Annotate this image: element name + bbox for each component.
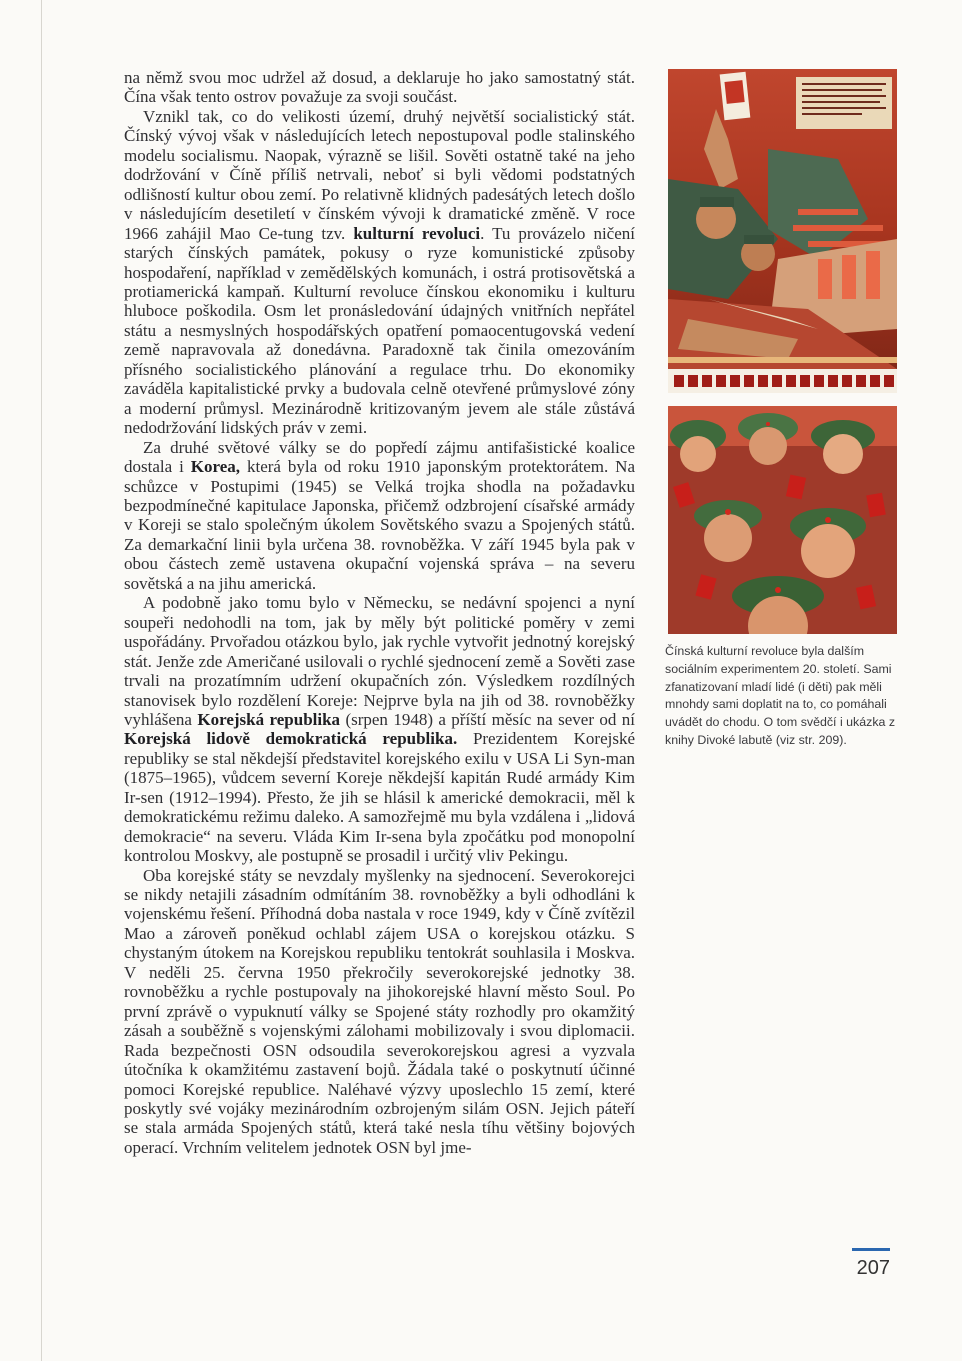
bold-term: Korejská republika bbox=[197, 709, 341, 729]
figure-caption: Čínská kulturní revoluce byla dalším sociálním experimentem 20. století. Sami zfanatizovaní mladí lidé (i děti) pak měli mnohdy sami doplatit na to, co pomáhali uvádět do chodu. O tom svědčí i ukázka z knihy Divoké labutě (viz str. 209). bbox=[665, 644, 896, 747]
text-run: (srpen 1948) a příští měsíc na sever od ní bbox=[340, 709, 635, 729]
paragraph bbox=[124, 593, 635, 865]
red-guards-photo-image bbox=[668, 406, 897, 634]
text-run: . Tu provázelo ničení starých čínských památek, pokusy o ryze komunistické způsoby hospodaření, například v zemědělských komunách, i ostrá protisovětská a protiamerická kampaň. Kulturní revoluce čínskou ekonomiku i kulturu hluboce poškodila. Osm let pronásledování údajných vnitřních nepřátel státu a nesmyslných hospodářských opatření pomaocentugovská vedení země napravovala až donedávna. Paradoxně tak činila omezováním přísného socialistického plánování a regulace trhu. Do ekonomiky zaváděla kapitalistické prvky a budovala celně otevřené průmyslové zóny a moderní průmysl. Mezinárodně kritizovaným jevem ale stále zůstává nedodržování lidských práv v zemi. bbox=[124, 223, 635, 438]
bold-term: kulturní revoluci bbox=[353, 223, 481, 243]
bold-term: Korejská lidově demokratická republika. bbox=[124, 729, 458, 749]
paragraph: Oba korejské státy se nevzdaly myšlenky na sjednocení. Severokorejci se nikdy netajili zásadním odmítáním 38. rovnoběžky a byli odhodláni k vojenskému řešení. Příhodná doba nastala v roce 1949, kdy v Číně zvítězil Mao a zároveň poněkud ochlabl zájem USA o korejskou otázku. S chystaným útokem na Korejskou republiku tentokrát souhlasila i Moskva. V neděli 25. června 1950 překročily severokorejské jednotky 38. rovnoběžku a rychle postupovaly na jihokorejské hlavní město Soul. Po první zprávě o vypuknutí války se Spojené státy rozhodly pro okamžitý zásah a souběžně s vojenskými zálohami mobilizovaly i svou diplomacii. Rada bezpečnosti OSN odsoudila severokorejskou agresi a vyzvala útočníka k okamžitému zastavení bojů. Žádala také o poskytnutí účinné pomoci Korejské republice. Naléhavé výzvy uposlechlo 15 zemí, které poskytly své vojáky mezinárodním ozbrojeným silám OSN. Jejich páteří se stala armáda Spojených států, která také nesla tíhu většiny bojových operací. Vrchním velitelem jednotek OSN byl jme- bbox=[124, 865, 635, 1157]
paragraph bbox=[124, 107, 635, 438]
page-number: 207 bbox=[856, 1257, 890, 1279]
bold-term: Korea, bbox=[190, 457, 241, 477]
text-run: která byla od roku 1910 japonským protektorátem. Na schůzce v Postupimi (1945) se Velká trojka shodla na požadavku bezpodmínečné kapitulace Japonska, přičemž odzbrojení císařské armády v Koreji se stalo společným úkolem Sovětského svazu a Spojených států. Za demarkační linii byla určena 38. rovnoběžka. V září 1945 byla pak v obou částech země ustavena okupační vojenská správa – na severu sovětská a na jihu americká. bbox=[124, 457, 635, 593]
page-gutter-line bbox=[41, 0, 42, 1361]
text-run: Prezidentem Korejské republiky se stal někdejší představitel korejského exilu v USA Li Syn-man (1875–1965), vůdcem severní Koreje někdejší kapitán Rudé armády Kim Ir-sen (1912–1994). Přesto, že jih se hlásil k americké demokracii, měl k demokratickému režimu daleko. A samozřejmě mu byla vzdálena i „lidová demokracie“ na severu. Vláda Kim Ir-sena byla zpočátku pod monopolní kontrolou Moskvy, ale postupně se prosadil i určitý vliv Pekingu. bbox=[124, 729, 636, 866]
text-run: Za druhé světové války se do popředí zájmu antifašistické koalice dostala i bbox=[124, 437, 635, 477]
main-text-column bbox=[124, 68, 635, 1157]
paragraph: na němž svou moc udržel až dosud, a deklaruje ho jako samostatný stát. Čína však tento ostrov považuje za svoji součást. bbox=[124, 68, 635, 107]
text-run: A podobně jako tomu bylo v Německu, se nedávní spojenci a nyní soupeři nedohodli na tom, jak by měly být politické poměry v zemi uspořádány. Prvořadou otázkou bylo, jak rychle vytvořit jednotný korejský stát. Jenže zde Američané usilovali o rychlé sjednocení země a Sověti zase trvali na prozatímním udržení okupačních zón. Výsledkem rozdílných stanovisek bylo rozdělení Koreje: Nejprve byla na jih od 38. rovnoběžky vyhlášena bbox=[124, 593, 635, 729]
page-number-rule bbox=[852, 1248, 890, 1251]
paragraph bbox=[124, 438, 635, 594]
text-run: Vznikl tak, co do velikosti území, druhý největší socialistický stát. Čínský vývoj však v následujících letech nepostupoval podle stalinského modelu socialismu. Naopak, výrazně se lišil. Sověti ostatně také na jeho dodržování v Číně příliš netrvali, neboť si byli vědomi podstatných odlišností kultur obou zemí. Po relativně klidných padesátých letech došlo v následujícím desetiletí v čínském vývoji k dramatické změně. V roce 1966 zahájil Mao Ce-tung tzv. bbox=[124, 106, 635, 243]
propaganda-poster-image bbox=[668, 69, 897, 393]
